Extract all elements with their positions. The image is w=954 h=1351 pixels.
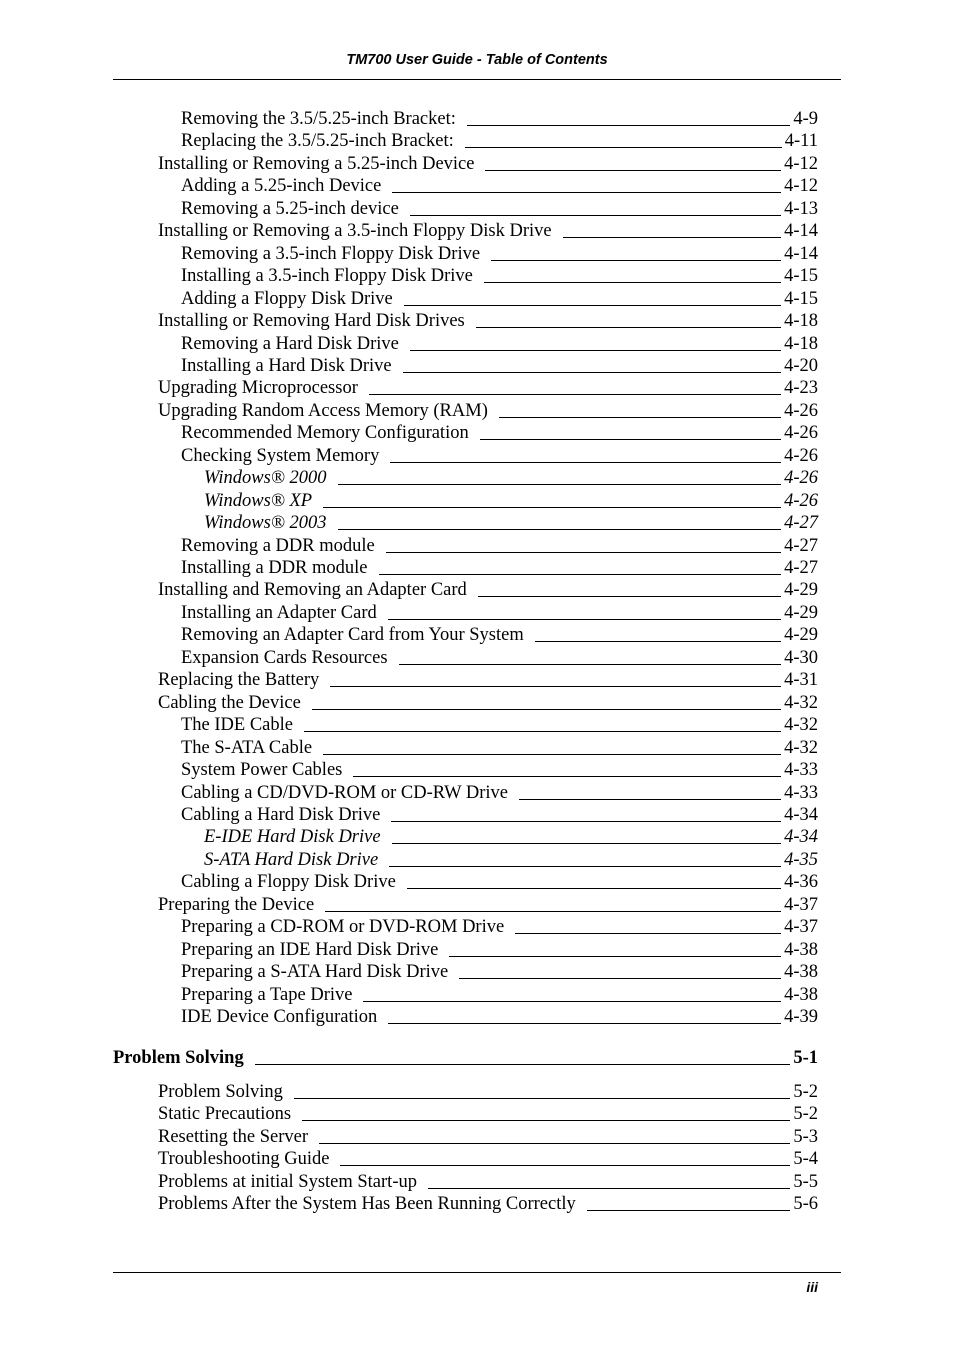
toc-leader-line (478, 596, 781, 597)
toc-entry[interactable] (158, 377, 818, 399)
toc-leader-line (390, 462, 781, 463)
toc-entry-label: Problems at initial System Start-up (158, 1171, 417, 1192)
toc-entry[interactable] (158, 1193, 818, 1215)
toc-entry[interactable] (158, 1171, 818, 1193)
toc-entry-page: 4-37 (784, 894, 818, 915)
toc-entry-page: 4-13 (784, 198, 818, 219)
toc-entry[interactable] (181, 759, 818, 781)
toc-entry[interactable] (204, 467, 818, 489)
toc-entry-label: Upgrading Random Access Memory (RAM) (158, 400, 488, 421)
toc-leader-line (323, 754, 781, 755)
toc-entry-label: Preparing a Tape Drive (181, 984, 353, 1005)
toc-entry-label: System Power Cables (181, 760, 343, 781)
toc-entry[interactable] (181, 984, 818, 1006)
toc-leader-line (563, 237, 781, 238)
toc-entry[interactable] (181, 422, 818, 444)
toc-leader-line (392, 843, 782, 844)
toc-entry[interactable] (181, 130, 818, 152)
toc-entry-label: Checking System Memory (181, 445, 380, 466)
toc-entry-page: 4-23 (784, 378, 818, 399)
toc-leader-line (363, 1001, 781, 1002)
toc-leader-line (304, 731, 781, 732)
toc-entry-label: Replacing the 3.5/5.25-inch Bracket: (181, 131, 454, 152)
toc-entry-page: 4-26 (784, 445, 818, 466)
toc-entry-label: Preparing a S-ATA Hard Disk Drive (181, 962, 449, 983)
toc-entry[interactable] (181, 804, 818, 826)
toc-entry-page: 4-36 (784, 872, 818, 893)
toc-leader-line (535, 641, 781, 642)
toc-leader-line (410, 350, 781, 351)
toc-entry[interactable] (158, 220, 818, 242)
toc-leader-line (338, 529, 782, 530)
toc-entry-page: 5-4 (793, 1149, 818, 1170)
toc-entry-page: 4-15 (784, 288, 818, 309)
toc-leader-line (449, 956, 781, 957)
toc-entry[interactable] (158, 1081, 818, 1103)
toc-entry-label: Recommended Memory Configuration (181, 423, 469, 444)
toc-entry-label: Windows® 2000 (204, 468, 327, 489)
toc-entry-label: Installing or Removing a 5.25-inch Device (158, 153, 475, 174)
page-header-title: TM700 User Guide - Table of Contents (346, 52, 608, 68)
toc-entry-page: 4-38 (784, 984, 818, 1005)
toc-entry-page: 4-37 (784, 917, 818, 938)
toc-entry-page: 4-27 (784, 558, 818, 578)
toc-entry-label: Problems After the System Has Been Running Correctly (158, 1194, 576, 1215)
toc-entry-page: 4-32 (784, 737, 818, 758)
toc-entry-page: 4-34 (784, 804, 818, 825)
toc-entry-label: Removing a 3.5-inch Floppy Disk Drive (181, 243, 481, 264)
toc-leader-line (587, 1210, 791, 1211)
toc-leader-line (428, 1188, 790, 1189)
toc-entry[interactable] (181, 557, 818, 579)
toc-entry-label: Installing a Hard Disk Drive (181, 355, 392, 376)
toc-entry-page: 4-33 (784, 782, 818, 803)
toc-leader-line (353, 776, 781, 777)
toc-leader-line (386, 552, 781, 553)
toc-chapter-entry[interactable] (113, 1047, 818, 1069)
toc-leader-line (399, 664, 782, 665)
toc-entry-page: 5-5 (793, 1171, 818, 1192)
toc-entry-page: 4-15 (784, 266, 818, 287)
toc-entry-page: 4-12 (784, 153, 818, 174)
toc-entry[interactable] (181, 602, 818, 624)
toc-entry-label: Installing a 3.5-inch Floppy Disk Drive (181, 266, 473, 287)
page-number: iii (806, 1279, 818, 1295)
toc-entry-label: Static Precautions (158, 1104, 292, 1125)
toc-leader-line (499, 417, 781, 418)
toc-entry-label: Adding a 5.25-inch Device (181, 176, 382, 197)
toc-leader-line (369, 394, 781, 395)
toc-entry-label: IDE Device Configuration (181, 1007, 378, 1027)
toc-leader-line (480, 439, 781, 440)
toc-entry-label: The IDE Cable (181, 715, 293, 736)
toc-entry-page: 4-26 (784, 468, 818, 489)
toc-entry-page: 4-32 (784, 692, 818, 713)
toc-entry-label: Resetting the Server (158, 1126, 309, 1147)
toc-entry-page: 4-26 (784, 400, 818, 421)
toc-entry[interactable] (181, 355, 818, 377)
toc-entry[interactable] (158, 579, 818, 601)
toc-entry-label: Preparing an IDE Hard Disk Drive (181, 939, 439, 960)
toc-leader-line (302, 1120, 790, 1121)
toc-leader-line (476, 327, 781, 328)
toc-entry-label: Removing an Adapter Card from Your System (181, 625, 524, 646)
toc-entry-label: The S-ATA Cable (181, 737, 313, 758)
toc-entry[interactable] (181, 961, 818, 983)
header-rule (113, 79, 841, 80)
toc-entry-page: 4-34 (784, 827, 818, 848)
toc-leader-line (484, 282, 781, 283)
toc-entry-page: 4-18 (784, 333, 818, 354)
toc-leader-line (515, 933, 781, 934)
toc-entry-label: Installing an Adapter Card (181, 602, 377, 623)
toc-leader-line (379, 574, 782, 575)
toc-entry[interactable] (158, 894, 818, 916)
toc-leader-line (325, 911, 781, 912)
toc-leader-line (391, 821, 781, 822)
toc-entry-label: Installing and Removing an Adapter Card (158, 580, 467, 601)
toc-entry[interactable] (181, 737, 818, 759)
toc-entry-label: Adding a Floppy Disk Drive (181, 288, 393, 309)
toc-leader-line (340, 1165, 790, 1166)
toc-entry-page: 4-38 (784, 939, 818, 960)
toc-entry[interactable] (158, 310, 818, 332)
toc-entry-page: 4-39 (784, 1007, 818, 1027)
footer-rule (113, 1272, 841, 1273)
toc-entry[interactable] (158, 1103, 818, 1125)
toc-entry-page: 5-3 (793, 1126, 818, 1147)
toc-entry[interactable] (181, 535, 818, 557)
toc-entry[interactable] (158, 153, 818, 175)
toc-entry[interactable] (181, 647, 818, 669)
toc-entry[interactable] (181, 175, 818, 197)
toc-leader-line (330, 686, 781, 687)
toc-entry-label: Installing or Removing a 3.5-inch Floppy Disk Drive (158, 221, 552, 242)
toc-entry[interactable] (158, 669, 818, 691)
toc-leader-line (319, 1143, 790, 1144)
toc-entry-label: Removing a Hard Disk Drive (181, 333, 399, 354)
toc-entry-label: Windows® 2003 (204, 513, 327, 534)
toc-entry[interactable] (181, 333, 818, 355)
toc-leader-line (403, 372, 781, 373)
toc-leader-line (389, 866, 781, 867)
toc-entry-page: 4-33 (784, 760, 818, 781)
toc-entry-page: 4-14 (784, 221, 818, 242)
toc-entry[interactable] (181, 288, 818, 310)
toc-entry-page: 4-38 (784, 962, 818, 983)
toc-leader-line (388, 619, 781, 620)
toc-leader-line (519, 799, 781, 800)
toc-entry-label: Problem Solving (158, 1081, 283, 1102)
toc-entry[interactable] (181, 265, 818, 287)
toc-entry-label: Cabling a Hard Disk Drive (181, 804, 381, 825)
toc-entry[interactable] (181, 445, 818, 467)
toc-entry-label: Expansion Cards Resources (181, 647, 388, 668)
toc-entry[interactable] (181, 782, 818, 804)
toc-entry-label: Removing the 3.5/5.25-inch Bracket: (181, 109, 456, 129)
toc-entry-page: 4-29 (784, 580, 818, 601)
toc-leader-line (338, 484, 782, 485)
toc-entry-label: Preparing the Device (158, 894, 315, 915)
toc-entry[interactable] (204, 512, 818, 534)
toc-entry-page: 4-9 (793, 109, 818, 129)
toc-leader-line (491, 260, 781, 261)
toc-entry[interactable] (181, 939, 818, 961)
toc-leader-line (388, 1023, 781, 1024)
toc-entry-label: Problem Solving (113, 1048, 244, 1069)
toc-entry[interactable] (158, 1148, 818, 1170)
toc-leader-line (410, 215, 781, 216)
toc-entry-page: 4-18 (784, 311, 818, 332)
toc-leader-line (485, 170, 781, 171)
toc-entry[interactable] (204, 826, 818, 848)
toc-entry-label: Cabling a CD/DVD-ROM or CD-RW Drive (181, 782, 508, 803)
toc-leader-line (404, 305, 781, 306)
toc-entry[interactable] (158, 1126, 818, 1148)
toc-entry[interactable] (181, 624, 818, 646)
toc-leader-line (459, 978, 781, 979)
toc-entry-page: 5-1 (793, 1048, 818, 1069)
toc-entry-label: Cabling a Floppy Disk Drive (181, 872, 396, 893)
toc-entry[interactable] (181, 108, 818, 130)
toc-entry-page: 4-12 (784, 176, 818, 197)
toc-leader-line (312, 709, 781, 710)
toc-leader-line (392, 192, 781, 193)
toc-entry-page: 4-14 (784, 243, 818, 264)
toc-entry[interactable] (181, 198, 818, 220)
toc-entry[interactable] (158, 400, 818, 422)
toc-entry-label: Removing a 5.25-inch device (181, 198, 399, 219)
toc-entry[interactable] (158, 692, 818, 714)
toc-entry-label: E-IDE Hard Disk Drive (204, 827, 381, 848)
toc-entry[interactable] (181, 1006, 818, 1028)
toc-entry-page: 4-27 (784, 513, 818, 534)
toc-entry-page: 4-32 (784, 715, 818, 736)
toc-entry-page: 5-2 (793, 1081, 818, 1102)
toc-entry-page: 4-29 (784, 625, 818, 646)
toc-entry[interactable] (181, 871, 818, 893)
toc-entry[interactable] (181, 714, 818, 736)
toc-entry-page: 4-27 (784, 535, 818, 556)
toc-entry-page: 5-6 (793, 1194, 818, 1215)
toc-entry-label: Troubleshooting Guide (158, 1149, 330, 1170)
toc-entry-label: Windows® XP (204, 490, 313, 511)
toc-entry-label: Upgrading Microprocessor (158, 378, 358, 399)
toc-entry-label: Cabling the Device (158, 692, 301, 713)
toc-entry[interactable] (204, 490, 818, 512)
toc-entry-page: 4-20 (784, 355, 818, 376)
toc-entry-label: Preparing a CD-ROM or DVD-ROM Drive (181, 917, 505, 938)
toc-entry-page: 4-35 (784, 849, 818, 870)
toc-entry[interactable] (181, 243, 818, 265)
toc-entry[interactable] (181, 916, 818, 938)
toc-entry-page: 4-26 (784, 490, 818, 511)
toc-leader-line (255, 1064, 791, 1065)
toc-entry-label: Installing or Removing Hard Disk Drives (158, 311, 465, 332)
toc-entry-page: 4-29 (784, 602, 818, 623)
toc-leader-line (323, 507, 781, 508)
toc-entry-label: S-ATA Hard Disk Drive (204, 849, 379, 870)
toc-leader-line (465, 147, 782, 148)
toc-entry[interactable] (204, 849, 818, 871)
toc-entry-page: 5-2 (793, 1104, 818, 1125)
toc-entry-page: 4-31 (784, 670, 818, 691)
toc-entry-page: 4-30 (784, 647, 818, 668)
toc-leader-line (467, 125, 790, 126)
toc-entry-page: 4-26 (784, 423, 818, 444)
toc-leader-line (407, 888, 781, 889)
toc-entry-page: 4-11 (784, 131, 818, 152)
toc-entry-label: Installing a DDR module (181, 558, 368, 578)
toc-leader-line (294, 1098, 790, 1099)
toc-entry-label: Replacing the Battery (158, 670, 320, 691)
toc-entry-label: Removing a DDR module (181, 535, 375, 556)
